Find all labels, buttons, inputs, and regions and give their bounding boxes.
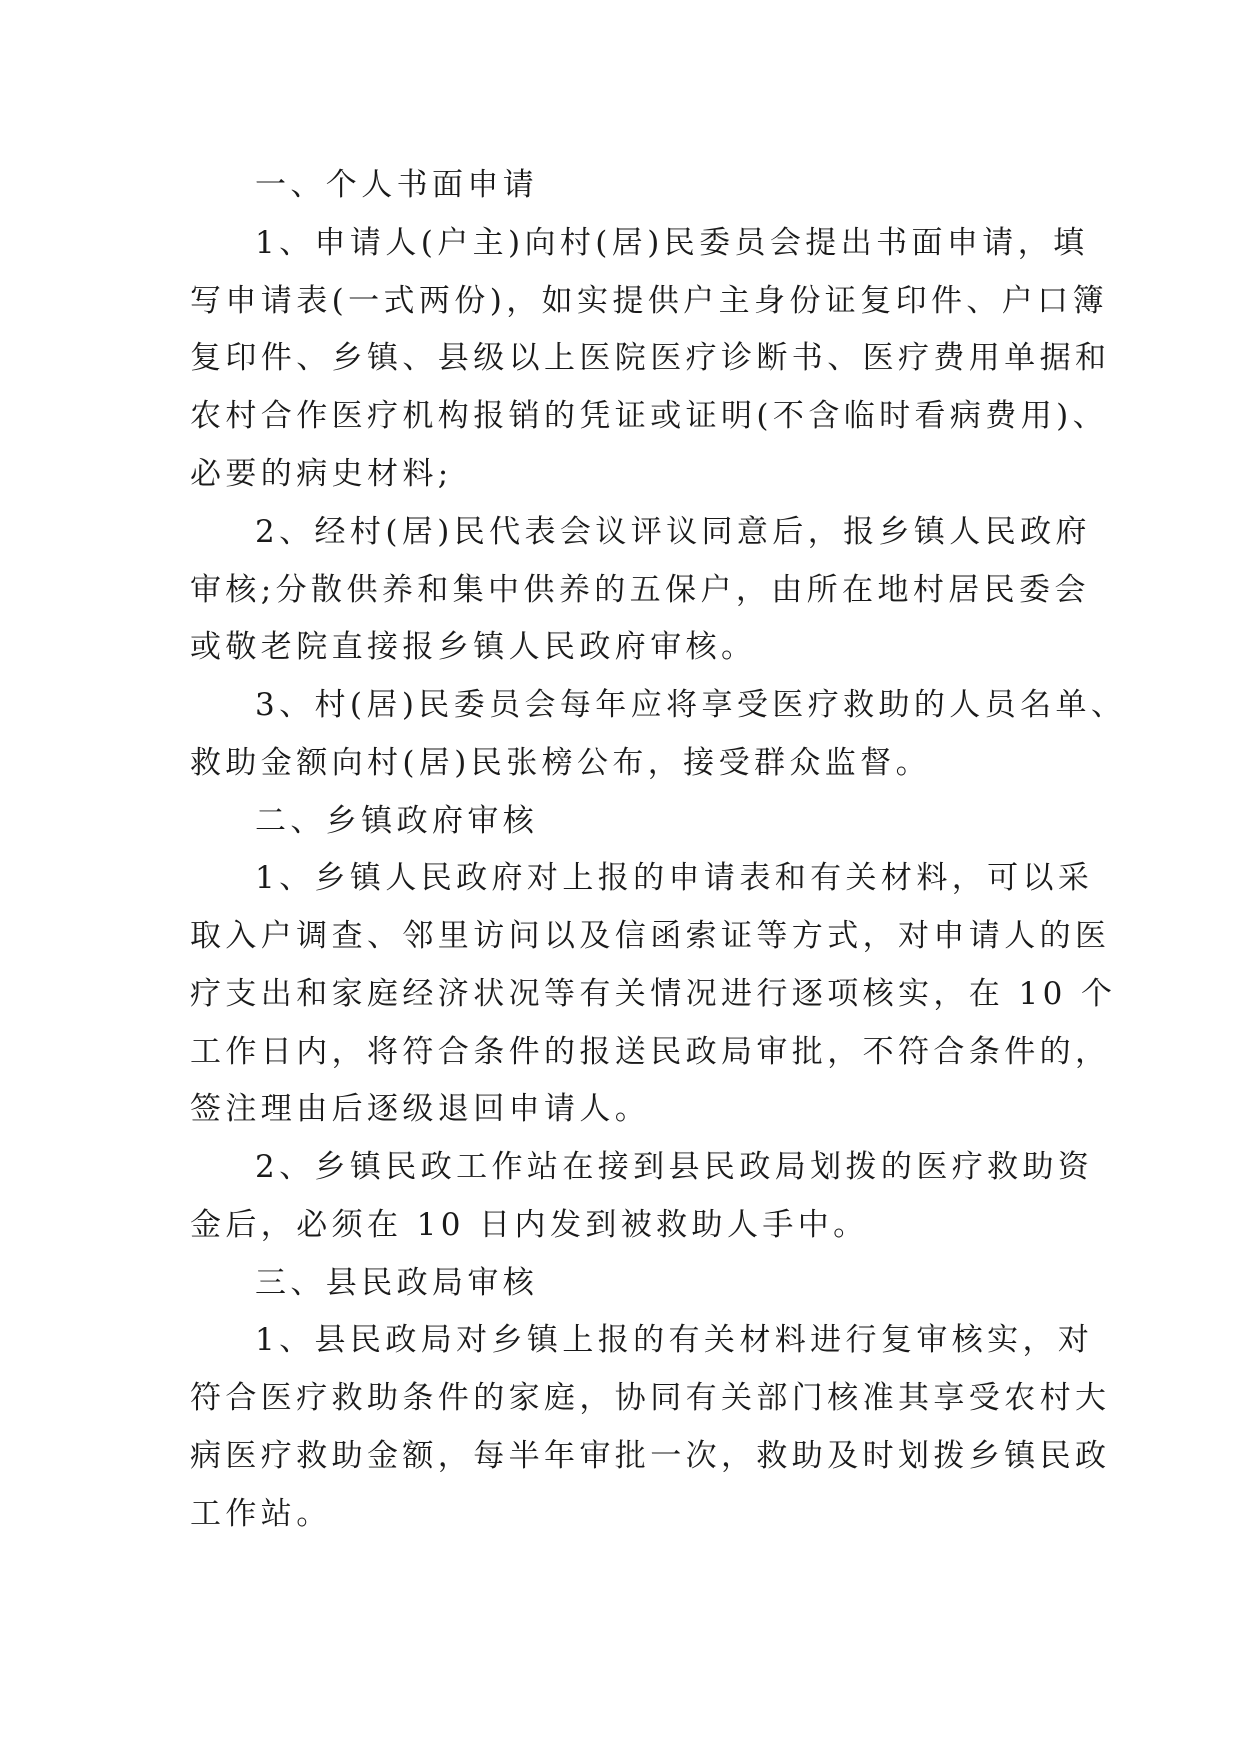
- paragraph-line: 病医疗救助金额，每半年审批一次，救助及时划拨乡镇民政: [190, 1438, 1111, 1474]
- paragraph-line: 金后，必须在 10 日内发到被救助人手中。: [190, 1207, 869, 1243]
- paragraph-line: 或敬老院直接报乡镇人民政府审核。: [190, 629, 757, 665]
- paragraph-line: 2、乡镇民政工作站在接到县民政局划拨的医疗救助资: [255, 1149, 1094, 1185]
- paragraph-line: 写申请表(一式两份)，如实提供户主身份证复印件、户口簿: [190, 283, 1108, 319]
- paragraph-line: 审核;分散供养和集中供养的五保户，由所在地村居民委会: [190, 572, 1090, 608]
- paragraph-line: 1、乡镇人民政府对上报的申请表和有关材料，可以采: [255, 860, 1094, 896]
- section-heading-township-review: 二、乡镇政府审核: [255, 803, 539, 839]
- paragraph-line: 符合医疗救助条件的家庭，协同有关部门核准其享受农村大: [190, 1380, 1111, 1416]
- paragraph-line: 救助金额向村(居)民张榜公布，接受群众监督。: [190, 745, 931, 781]
- paragraph-line: 1、县民政局对乡镇上报的有关材料进行复审核实，对: [255, 1322, 1094, 1358]
- paragraph-line: 疗支出和家庭经济状况等有关情况进行逐项核实，在 10 个: [190, 976, 1117, 1012]
- paragraph-line: 取入户调查、邻里访问以及信函索证等方式，对申请人的医: [190, 918, 1111, 954]
- paragraph-line: 必要的病史材料;: [190, 456, 453, 492]
- section-heading-county-review: 三、县民政局审核: [255, 1265, 539, 1301]
- paragraph-line: 工作站。: [190, 1496, 332, 1532]
- section-heading-personal-application: 一、个人书面申请: [255, 167, 539, 203]
- paragraph-line: 复印件、乡镇、县级以上医院医疗诊断书、医疗费用单据和: [190, 340, 1111, 376]
- paragraph-line: 工作日内，将符合条件的报送民政局审批，不符合条件的，: [190, 1034, 1111, 1070]
- paragraph-line: 3、村(居)民委员会每年应将享受医疗救助的人员名单、: [255, 687, 1127, 723]
- paragraph-line: 签注理由后逐级退回申请人。: [190, 1091, 651, 1127]
- paragraph-line: 1、申请人(户主)向村(居)民委员会提出书面申请，填: [255, 225, 1089, 261]
- paragraph-line: 2、经村(居)民代表会议评议同意后，报乡镇人民政府: [255, 514, 1091, 550]
- paragraph-line: 农村合作医疗机构报销的凭证或证明(不含临时看病费用)、: [190, 398, 1108, 434]
